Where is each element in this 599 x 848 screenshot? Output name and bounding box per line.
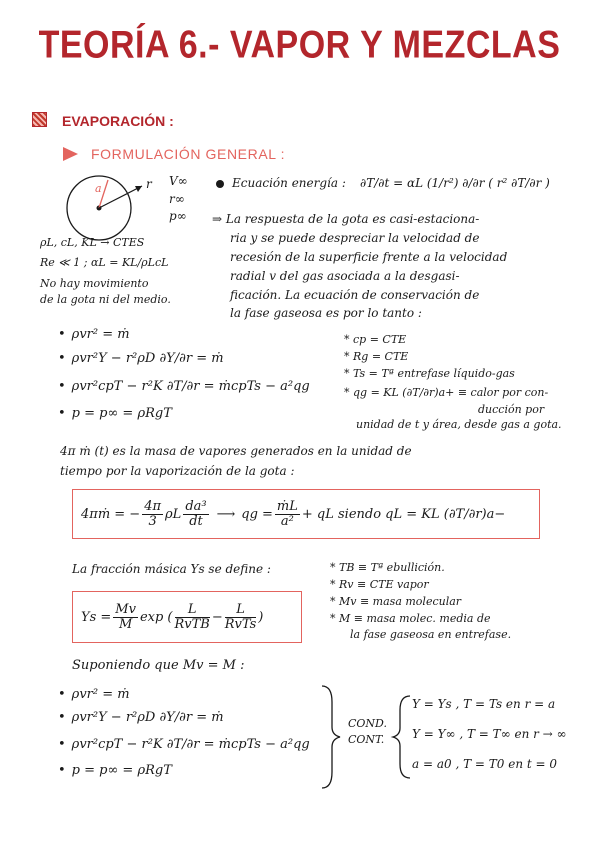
assumption-heading: Suponiendo que Mv = M : [72, 658, 245, 673]
mass-rate-equation-box [72, 489, 540, 539]
triangle-bullet-icon [63, 147, 78, 161]
box2-lhs: Ys = [81, 609, 112, 625]
box1-frac-4pi-3: $\frac{4\pi}{3}$ [144, 498, 162, 529]
fraction-definition-text: La fracción másica Ys se define : [72, 562, 271, 576]
bullet-icon [216, 180, 224, 188]
box2-close: ) [258, 609, 264, 625]
box2-frac-l-rvtb: $\frac{L}{\text{RvTB}}$ [174, 601, 210, 632]
cond-label-1: COND. [348, 717, 387, 730]
box2-exp: exp ( [139, 609, 173, 625]
response-line-5: ficación. La ecuación de conservación de [230, 288, 480, 302]
mass-text-1: 4π ṁ (t) es la masa de vapores generados en la unidad de [60, 444, 412, 458]
eq1-energy: • ρvr²cpT − r²K ∂T/∂r = ṁcpTs − a²qg [58, 379, 310, 394]
eq2-continuity: • ρvr² = ṁ [58, 687, 130, 702]
box1-rho: ρL [165, 506, 182, 522]
note-rv: * Rv ≡ CTE vapor [330, 578, 429, 591]
box1-rest: + qL siendo qL = KL (∂T/∂r)a− [301, 506, 506, 522]
box2-frac-mv-m: $\frac{Mv}{M}$ [115, 601, 136, 632]
note-qg-3: unidad de t y área, desde gas a gota. [356, 418, 562, 431]
note-m-2: la fase gaseosa en entrefase. [350, 628, 512, 641]
note-reynolds: Re ≪ 1 ; αL = KL/ρLcL [40, 256, 169, 269]
box1-qg: qg = [241, 506, 273, 522]
box1-lhs: 4πṁ = − [81, 506, 141, 522]
eq2-state: • p = p∞ = ρRgT [58, 763, 172, 778]
label-a: a [95, 182, 102, 195]
r-infinity: r∞ [169, 192, 185, 206]
initial-condition: a = a0 , T = T0 en t = 0 [412, 757, 557, 771]
eq1-species: • ρvr²Y − r²ρD ∂Y/∂r = ṁ [58, 351, 224, 366]
subsection-heading-formulacion: FORMULACIÓN GENERAL : [91, 146, 286, 162]
eq1-continuity: • ρvr² = ṁ [58, 327, 130, 342]
note-tb: * TB ≡ Tª ebullición. [330, 561, 445, 574]
response-line-6: la fase gaseosa es por lo tanto : [230, 306, 422, 320]
section-heading-evaporacion: EVAPORACIÓN : [62, 113, 174, 129]
box2-frac-l-rvts: $\frac{L}{\text{RvTs}}$ [224, 601, 257, 632]
eq2-energy: • ρvr²cpT − r²K ∂T/∂r = ṁcpTs − a²qg [58, 737, 310, 752]
box2-minus: − [211, 609, 223, 625]
box1-arrow: ⟶ [216, 506, 236, 522]
eq2-species: • ρvr²Y − r²ρD ∂Y/∂r = ṁ [58, 710, 224, 725]
v-infinity: V∞ [169, 174, 188, 188]
note-no-motion-1: No hay movimiento [40, 277, 149, 290]
response-line-3: recesión de la superficie frente a la velocidad [230, 250, 508, 264]
box1-frac-mL-a2: $\frac{\text{ṁL}}{\text{a²}}$ [276, 498, 298, 529]
response-line-1: ⇒ La respuesta de la gota es casi-estaciona- [212, 212, 480, 226]
eq1-state: • p = p∞ = ρRgT [58, 406, 172, 421]
p-infinity: p∞ [169, 209, 187, 223]
note-constants: ρL, cL, KL → CTES [40, 236, 145, 249]
note-qg-1: * qg = KL (∂T/∂r)a+ ≡ calor por con- [344, 386, 549, 399]
note-m-1: * M ≡ masa molec. media de [330, 612, 491, 625]
page-title: TEORÍA 6.- VAPOR Y MEZCLAS [38, 23, 561, 67]
mass-fraction-equation-box [72, 591, 302, 643]
note-rg: * Rg = CTE [344, 350, 409, 363]
response-line-2: ria y se puede despreciar la velocidad de [230, 231, 480, 245]
box1-frac-da3-dt: $\frac{\text{da³}}{dt}$ [185, 498, 207, 529]
cond-label-2: CONT. [348, 733, 385, 746]
boundary-condition-2: Y = Y∞ , T = T∞ en r → ∞ [412, 727, 567, 741]
energy-label: Ecuación energía : [232, 176, 346, 190]
note-cp: * cp = CTE [344, 333, 407, 346]
note-ts: * Ts = Tª entrefase líquido-gas [344, 367, 515, 380]
right-brace [322, 686, 340, 788]
note-mv: * Mv ≡ masa molecular [330, 595, 462, 608]
label-r: r [146, 177, 152, 191]
left-brace [393, 696, 410, 778]
note-qg-2: ducción por [478, 403, 545, 416]
energy-equation: ∂T/∂t = αL (1/r²) ∂/∂r ( r² ∂T/∂r ) [360, 176, 550, 190]
response-line-4: radial v del gas asociada a la desgasi- [230, 269, 460, 283]
boundary-condition-1: Y = Ys , T = Ts en r = a [412, 697, 556, 711]
mass-text-2: tiempo por la vaporización de la gota : [60, 464, 295, 478]
section-marker-icon [32, 112, 47, 127]
note-no-motion-2: de la gota ni del medio. [40, 293, 171, 306]
